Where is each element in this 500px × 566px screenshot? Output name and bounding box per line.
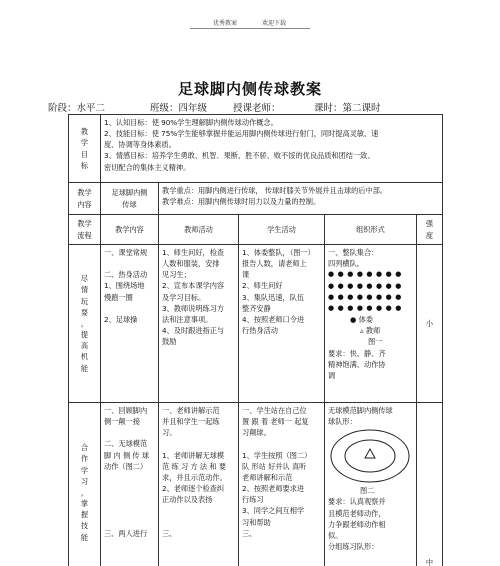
- meta-period: 课时：第二课时: [314, 103, 381, 114]
- text-line: 密切配合的集体主义精神。: [104, 162, 191, 172]
- text-line: 合: [80, 443, 89, 453]
- text-line: 动作（图二）: [104, 461, 148, 471]
- text-line: 且模范老师动作，: [328, 508, 386, 518]
- text-line: 行练习: [242, 495, 264, 505]
- text-line: [104, 472, 155, 483]
- text-line: 3、情感目标：培养学生勇敢、机智、果断、胜不骄、败不馁的优良品质和团结一致、: [104, 151, 375, 161]
- text-line: 教: [80, 127, 89, 137]
- text-line: 耍: [80, 307, 89, 317]
- text-line: 2、技能目标：使 75%学生能够掌握并能运用脚内侧传球进行射门，同时提高灵敏、速: [104, 129, 379, 139]
- text-line: 1、师生问好，检查: [162, 248, 225, 257]
- header-right-text: 欢迎下载: [262, 20, 287, 27]
- section1-content: [101, 245, 159, 403]
- text-line: 2、师生问好: [242, 281, 283, 291]
- text-line: 学: [80, 138, 89, 148]
- text-line: [104, 303, 155, 314]
- text-line: 1、围绕场地: [104, 281, 145, 291]
- figure2-caption: 图二: [360, 486, 375, 496]
- text-line: 1、体委整队，（图一）: [242, 248, 315, 257]
- section2-row: [69, 403, 443, 566]
- text-line: 3、集队迅速，队伍: [242, 292, 305, 302]
- meta-teacher: 授课老师：: [233, 103, 281, 114]
- text-line: 4、按照老师口令进: [242, 314, 305, 324]
- goals-label: [69, 115, 101, 183]
- header-left-text: 优秀教案: [213, 20, 238, 27]
- content-key-points: [159, 183, 443, 215]
- key-point: 教学重点：用脚内侧进行传球， 传球时膝关节外展并且击球的后中部。: [162, 186, 388, 195]
- text-line: 二、无球模范: [104, 439, 148, 449]
- lesson-meta: [48, 100, 448, 114]
- text-line: 足球脚内侧: [111, 188, 148, 198]
- section2-teacher: [159, 403, 239, 566]
- col-org: 组织形式: [325, 215, 417, 245]
- text-line: 1、老师讲解无球模: [162, 450, 225, 460]
- text-line: 精神饱满、动作协: [328, 359, 386, 369]
- goals-text: [101, 115, 443, 183]
- col-student: 学生活动: [239, 215, 325, 245]
- text-line: 并且和学生一起练: [162, 417, 220, 427]
- text-line: [104, 427, 155, 438]
- text-line: 1、认知目标：使 90%学生理解脚内侧传球动作概念。: [104, 118, 278, 127]
- text-line: 要求：认真观察并: [328, 497, 386, 507]
- text-line: 一、学生站在自己位: [242, 406, 307, 415]
- text-line: 队 形站 好并认 真听: [242, 461, 307, 471]
- text-line: 4、及时跟进指正与: [162, 326, 225, 336]
- text-line: 求，并且示范动作。: [162, 472, 227, 482]
- figure1-caption: 图一: [368, 337, 383, 347]
- text-line: 脚 内 侧 传 球: [104, 450, 150, 460]
- text-line: 一、课堂常规: [104, 248, 148, 257]
- text-line: 见习生；: [162, 270, 191, 280]
- section1-student: [239, 245, 325, 403]
- lesson-plan-table: [68, 114, 443, 566]
- text-line: 习和帮助: [242, 517, 271, 527]
- text-line: [162, 438, 235, 449]
- section2-intensity: 中: [417, 403, 443, 566]
- text-line: 2、足球操: [104, 314, 138, 324]
- text-line: 一、老师讲解示范: [162, 406, 220, 415]
- text-line: 学: [80, 465, 89, 475]
- text-line: 握: [80, 510, 89, 520]
- text-line: [104, 483, 155, 494]
- legend-monitor: ● 体委: [350, 315, 373, 325]
- text-line: 教学: [77, 219, 92, 229]
- text-line: 度: [425, 230, 434, 240]
- text-line: 一、回顾脚内: [104, 406, 148, 415]
- teacher-triangle-icon: [365, 449, 375, 458]
- formation-dots: ●●●●●●●● ●●●●●●●● ●●●●●●●● ●●●●●●●●: [328, 270, 405, 312]
- text-line: 三、: [162, 528, 177, 538]
- text-line: 置 跟 着 老师一 起复: [242, 417, 309, 427]
- text-line: 三、: [242, 528, 257, 538]
- text-line: 要求：快、静、齐: [328, 348, 386, 358]
- text-line: 三、两人进行: [104, 528, 148, 538]
- text-line: 球队形：: [328, 417, 357, 427]
- text-line: 玩: [80, 296, 89, 306]
- text-line: 3、同学之间互相学: [242, 506, 305, 516]
- text-line: 提: [80, 330, 89, 340]
- text-line: 能: [80, 363, 89, 373]
- text-line: 行热身活动: [242, 326, 278, 336]
- content-label: [69, 183, 101, 215]
- text-line: ，: [80, 487, 89, 497]
- text-line: [104, 517, 155, 528]
- text-line: 无球模范脚内侧传球: [328, 406, 393, 415]
- text-line: 高: [80, 341, 89, 351]
- content-row: [69, 183, 443, 215]
- text-line: 教学: [77, 188, 92, 198]
- text-line: 调: [328, 370, 336, 380]
- text-line: 掌: [80, 499, 89, 509]
- text-line: 报告人数，请老师上: [242, 259, 307, 269]
- meta-stage: 阶段：水平二: [48, 103, 106, 114]
- text-line: 习: [80, 476, 89, 486]
- text-line: 及学习目标。: [162, 292, 206, 302]
- text-line: 人数和服装，安排: [162, 259, 220, 269]
- text-line: 侧一颠一接: [104, 417, 140, 427]
- text-line: 习颠球。: [242, 428, 271, 438]
- header-rule: [190, 28, 310, 29]
- text-line: 范 练 习 方 法 和 要: [162, 461, 227, 471]
- section2-label: [69, 403, 101, 566]
- text-line: 2、老师逐个检查纠: [162, 484, 225, 494]
- col-intensity: [417, 215, 443, 245]
- text-line: 机: [80, 352, 89, 362]
- column-header-row: [69, 215, 443, 245]
- text-line: 3、教师说明练习方: [162, 303, 225, 313]
- text-line: 目: [80, 149, 89, 159]
- text-line: ，: [80, 318, 89, 328]
- text-line: 整齐安静: [242, 303, 271, 313]
- text-line: 能: [80, 532, 89, 542]
- section2-student: [239, 403, 325, 566]
- text-line: 慢跑一圈: [104, 292, 133, 302]
- text-line: 强: [425, 219, 434, 229]
- text-line: 技: [80, 521, 89, 531]
- section1-org: [325, 245, 417, 403]
- section1-label: [69, 245, 101, 403]
- section2-org: [325, 403, 417, 566]
- section1-teacher: [159, 245, 239, 403]
- text-line: 2、按照老师要求进: [242, 484, 305, 494]
- text-line: [104, 494, 155, 505]
- text-line: [242, 438, 321, 449]
- content-name: [101, 183, 159, 215]
- text-line: 二、热身活动: [104, 270, 148, 280]
- text-line: 传球: [122, 199, 137, 209]
- text-line: 2、宣布本课学内容: [162, 281, 225, 291]
- document-title: 足球脚内侧传球教案: [177, 80, 322, 98]
- text-line: 分组练习队形：: [328, 542, 379, 552]
- text-line: 力争跟老师动作相: [328, 519, 386, 529]
- col-teacher: 教师活动: [159, 215, 239, 245]
- text-line: 内容: [77, 199, 92, 209]
- text-line: 作: [80, 454, 89, 464]
- text-line: 习。: [162, 428, 177, 438]
- text-line: 标: [80, 160, 89, 170]
- text-line: [104, 258, 155, 269]
- difficulty-point: 教学难点：用脚内侧传球时用力以及力量的控制。: [162, 197, 321, 207]
- text-line: 度、协调等身体素质。: [104, 140, 176, 150]
- text-line: 1、学生按照（图二）: [242, 450, 312, 460]
- circle-formation-diagram: [328, 427, 412, 485]
- goals-row: [69, 115, 443, 183]
- text-line: 一、整队集合：: [328, 248, 379, 257]
- text-line: 情: [80, 285, 89, 295]
- text-line: 法和注意事项。: [162, 314, 213, 324]
- col-flow: [69, 215, 101, 245]
- section1-row: [69, 245, 443, 403]
- text-line: 课: [242, 270, 250, 280]
- legend-teacher: ▵ 教师: [360, 326, 381, 336]
- section2-content: [101, 403, 159, 566]
- text-line: [162, 517, 235, 528]
- text-line: 流程: [77, 230, 92, 240]
- meta-grade: 班级：四年级: [150, 103, 208, 114]
- text-line: 尽: [80, 274, 89, 284]
- section1-intensity: 小: [417, 245, 443, 403]
- text-line: 似。: [328, 530, 343, 540]
- col-content: 教学内容: [101, 215, 159, 245]
- text-line: 老师讲解和示范: [242, 472, 293, 482]
- text-line: 正动作以及表扬: [162, 495, 213, 505]
- text-line: 鼓励: [162, 337, 177, 347]
- text-line: 四列横队。: [328, 259, 364, 269]
- text-line: [104, 505, 155, 516]
- text-line: [162, 505, 235, 516]
